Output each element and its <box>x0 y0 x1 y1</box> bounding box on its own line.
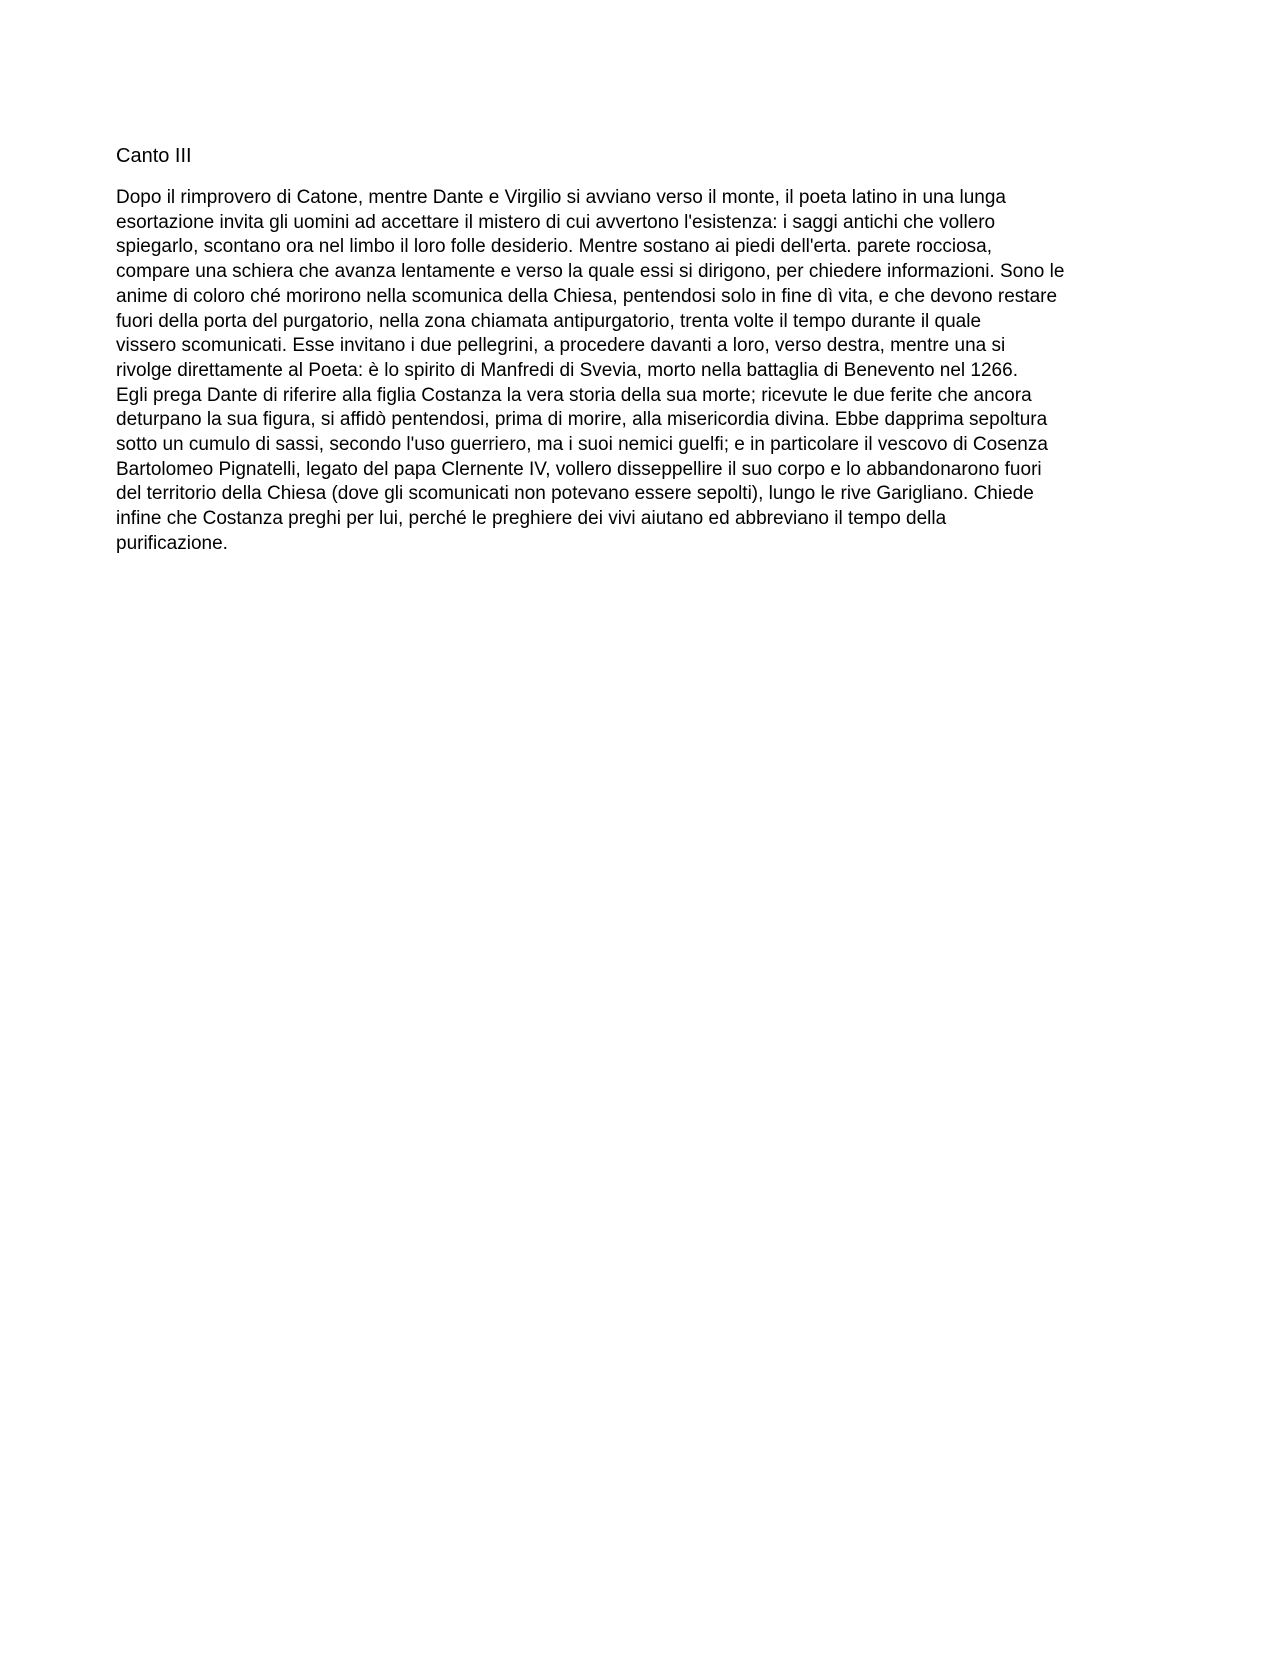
paragraph-line: purificazione. <box>116 532 228 554</box>
paragraph-line: compare una schiera che avanza lentamente e verso la quale essi si dirigono, per chiedere informazioni. Sono le <box>116 261 1065 283</box>
paragraph-line: anime di coloro ché morirono nella scomunica della Chiesa, pentendosi solo in fine dì vita, e che devono restare <box>116 285 1058 307</box>
paragraph-line: esortazione invita gli uomini ad accettare il mistero di cui avvertono l'esistenza: i saggi antichi che vollero <box>116 211 996 233</box>
paragraph-line: Dopo il rimprovero di Catone, mentre Dante e Virgilio si avviano verso il monte, il poeta latino in una lunga <box>116 187 1006 208</box>
paragraph-line: del territorio della Chiesa (dove gli scomunicati non potevano essere sepolti), lungo le rive Garigliano. Chiede <box>116 483 1034 505</box>
paragraph-line: Bartolomeo Pignatelli, legato del papa Clernente IV, vollero disseppellire il suo corpo e lo abbandonarono fuori <box>116 458 1042 480</box>
paragraph-line: deturpano la sua figura, si affidò pentendosi, prima di morire, alla misericordia divina. Ebbe dapprima sepoltura <box>116 409 1048 431</box>
document-title: Canto III <box>116 145 192 167</box>
paragraph-line: vissero scomunicati. Esse invitano i due pellegrini, a procedere davanti a loro, verso destra, mentre una si <box>116 335 1006 357</box>
paragraph-line: infine che Costanza preghi per lui, perché le preghiere dei vivi aiutano ed abbreviano il tempo della <box>116 508 947 530</box>
paragraph-line: fuori della porta del purgatorio, nella zona chiamata antipurgatorio, trenta volte il tempo durante il quale <box>116 310 982 332</box>
document-paragraph <box>116 186 1176 557</box>
paragraph-line: spiegarlo, scontano ora nel limbo il loro folle desiderio. Mentre sostano ai piedi dell'erta. parete rocciosa, <box>116 236 992 258</box>
paragraph-line: sotto un cumulo di sassi, secondo l'uso guerriero, ma i suoi nemici guelfi; e in particolare il vescovo di Cosenza <box>116 434 1048 456</box>
paragraph-line: Egli prega Dante di riferire alla figlia Costanza la vera storia della sua morte; ricevute le due ferite che ancora <box>116 384 1032 406</box>
paragraph-line: rivolge direttamente al Poeta: è lo spirito di Manfredi di Svevia, morto nella battaglia di Benevento nel 1266. <box>116 359 1018 381</box>
